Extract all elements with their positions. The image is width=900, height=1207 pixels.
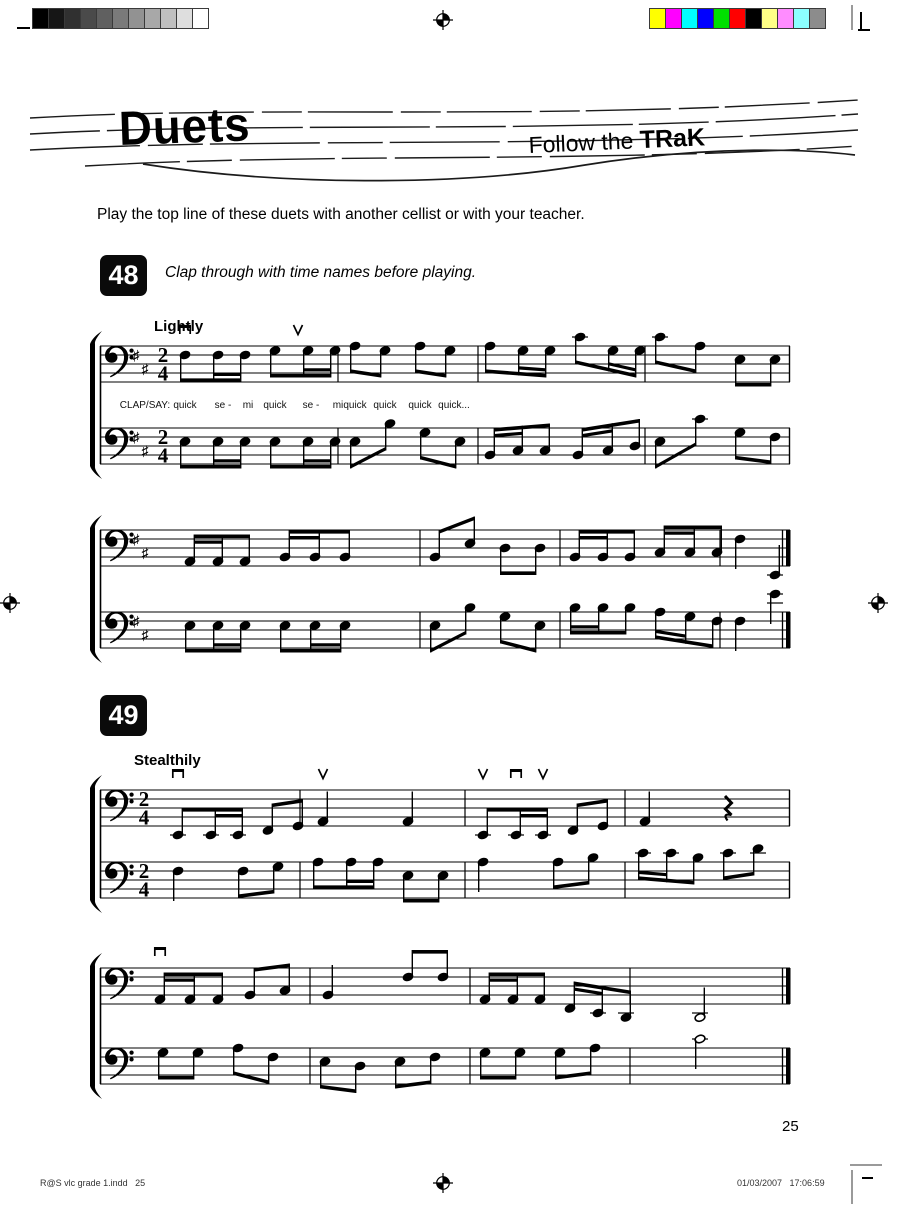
- music-system-4: [88, 925, 798, 1105]
- svg-text:4: 4: [157, 443, 169, 468]
- crop-mark: [860, 12, 862, 30]
- lyric-word: CLAP/SAY:: [119, 400, 171, 411]
- crop-mark: [850, 1164, 882, 1166]
- calibration-swatch: [713, 8, 730, 29]
- svg-text:♯: ♯: [132, 613, 140, 629]
- crop-mark: [851, 5, 853, 30]
- svg-text:2: 2: [157, 425, 169, 449]
- calibration-swatch: [160, 8, 177, 29]
- calibration-swatch: [761, 8, 778, 29]
- svg-text:♯: ♯: [141, 544, 149, 561]
- calibration-swatch: [112, 8, 129, 29]
- down-bow-icon: [154, 947, 166, 950]
- crop-mark: [17, 27, 30, 29]
- lyric-word: quick: [263, 400, 287, 411]
- svg-text:♯: ♯: [141, 442, 149, 459]
- calibration-swatch: [64, 8, 81, 29]
- system-bracket: [90, 788, 95, 900]
- system-bracket: [90, 528, 95, 650]
- svg-text:2: 2: [138, 859, 150, 883]
- lyric-word: mi: [332, 400, 344, 411]
- calibration-swatch: [144, 8, 161, 29]
- subtitle-regular: Follow the: [528, 127, 641, 158]
- svg-text:♯: ♯: [132, 347, 140, 363]
- calibration-swatch: [745, 8, 762, 29]
- registration-mark-icon: [868, 593, 888, 613]
- exercise-48-badge: 48: [100, 255, 147, 296]
- color-calibration-bar: [650, 8, 826, 29]
- svg-text:2: 2: [138, 787, 150, 811]
- crop-mark: [858, 29, 870, 31]
- calibration-swatch: [793, 8, 810, 29]
- lyric-word: quick: [408, 400, 432, 411]
- calibration-swatch: [128, 8, 145, 29]
- calibration-swatch: [665, 8, 682, 29]
- registration-mark-icon: [0, 593, 20, 613]
- crop-mark: [862, 1177, 873, 1179]
- up-bow-icon: [294, 325, 303, 335]
- up-bow-icon: [539, 769, 548, 779]
- grayscale-calibration-bar: [33, 8, 209, 29]
- calibration-swatch: [48, 8, 65, 29]
- up-bow-icon: [319, 769, 328, 779]
- down-bow-icon: [172, 769, 184, 772]
- footer-timestamp: 01/03/2007 17:06:59: [737, 1178, 825, 1188]
- calibration-swatch: [176, 8, 193, 29]
- svg-text:♯: ♯: [141, 360, 149, 377]
- exercise-49-badge: 49: [100, 695, 147, 736]
- up-bow-icon: [479, 769, 488, 779]
- lyric-word: quick: [173, 400, 197, 411]
- lyric-word: quick: [373, 400, 397, 411]
- svg-text:4: 4: [138, 805, 150, 830]
- calibration-swatch: [777, 8, 794, 29]
- calibration-swatch: [729, 8, 746, 29]
- footer-file-info: R@S vlc grade 1.indd 25: [40, 1178, 146, 1188]
- page-title: Duets: [118, 98, 252, 156]
- calibration-swatch: [32, 8, 49, 29]
- exercise-48-instruction: Clap through with time names before playing.: [165, 264, 477, 281]
- lyric-word: quick: [343, 400, 367, 411]
- subtitle-bold: TRaK: [639, 123, 706, 155]
- svg-text:♯: ♯: [132, 429, 140, 445]
- registration-mark-icon: [433, 10, 453, 30]
- registration-mark-icon: [433, 1173, 453, 1193]
- calibration-swatch: [80, 8, 97, 29]
- calibration-swatch: [681, 8, 698, 29]
- lyric-word: se -: [302, 400, 320, 411]
- lyric-word: quick...: [438, 400, 470, 411]
- calibration-swatch: [697, 8, 714, 29]
- svg-text:♯: ♯: [132, 531, 140, 547]
- intro-text: Play the top line of these duets with another cellist or with your teacher.: [97, 206, 585, 223]
- svg-text:♯: ♯: [141, 626, 149, 643]
- crop-mark: [851, 1170, 853, 1204]
- lyric-word: se -: [214, 400, 232, 411]
- svg-text:4: 4: [138, 877, 150, 902]
- music-system-2: [88, 500, 798, 670]
- system-bracket: [90, 344, 95, 466]
- calibration-swatch: [649, 8, 666, 29]
- calibration-swatch: [96, 8, 113, 29]
- page-number: 25: [782, 1118, 799, 1135]
- calibration-swatch: [809, 8, 826, 29]
- svg-text:2: 2: [157, 343, 169, 367]
- tempo-marking-48: Lightly: [154, 318, 204, 335]
- svg-text:4: 4: [157, 361, 169, 386]
- lyric-word: mi: [242, 400, 254, 411]
- calibration-swatch: [192, 8, 209, 29]
- down-bow-icon: [510, 769, 522, 772]
- system-bracket: [90, 966, 95, 1086]
- tempo-marking-49: Stealthily: [134, 752, 201, 769]
